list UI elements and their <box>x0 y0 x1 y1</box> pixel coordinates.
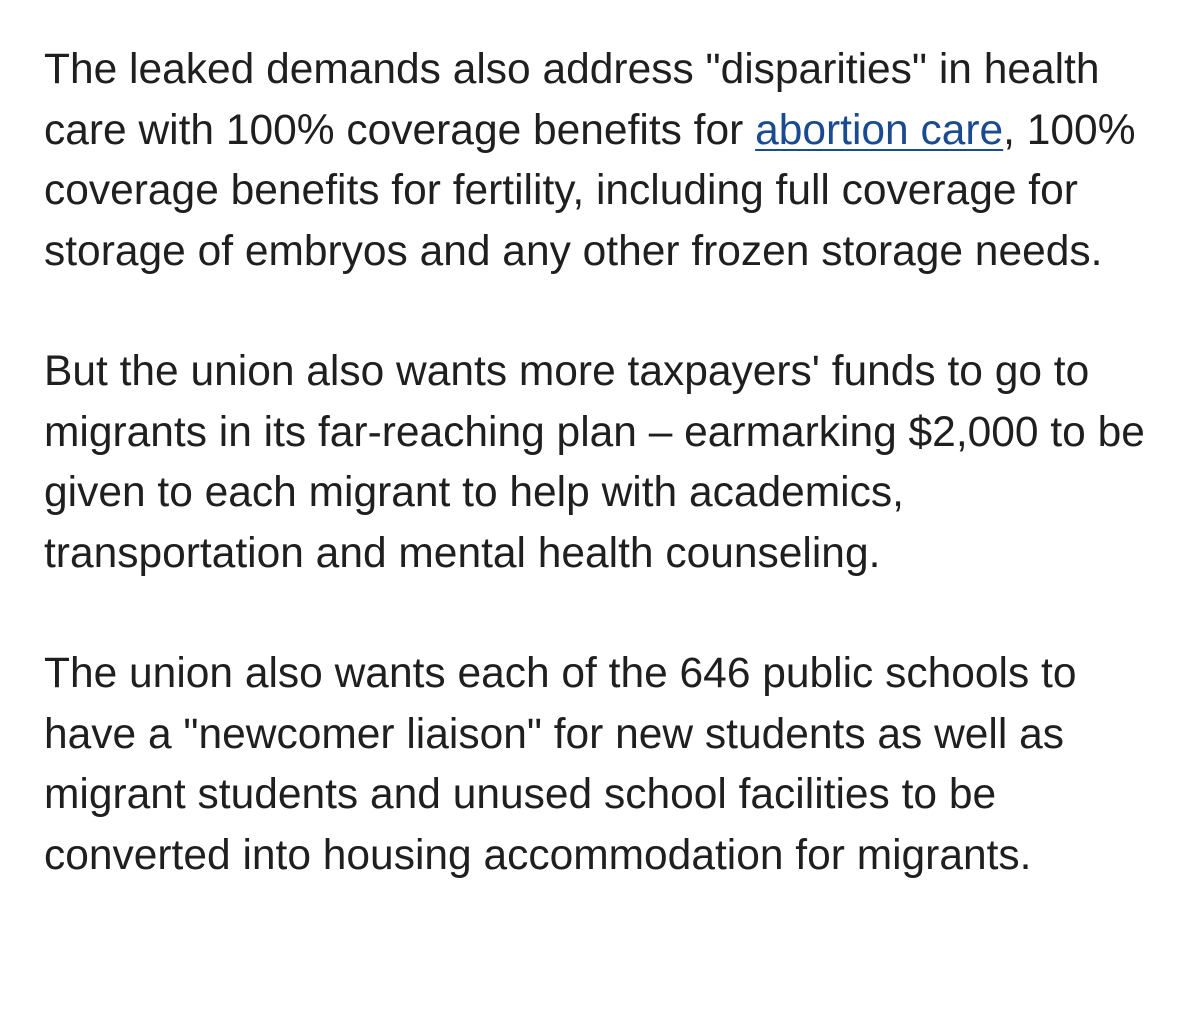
article-body <box>44 40 1174 886</box>
abortion-care-link[interactable]: abortion care <box>755 106 1004 154</box>
paragraph-migrant-funds: But the union also wants more taxpayers' funds to go to migrants in its far-reaching plan – earmarking $2,000 to be given to each migrant to help with academics, transportation and mental health counseling. <box>44 348 1145 577</box>
paragraph-text: , 100% coverage benefits for fertility, including full coverage for storage of embryos and any other frozen storage needs. <box>44 106 1136 275</box>
paragraph-newcomer-liaison: The union also wants each of the 646 public schools to have a "newcomer liaison" for new students as well as migrant students and unused school facilities to be converted into housing accommodation for migrants. <box>44 650 1077 879</box>
paragraph-disparities <box>44 40 1174 282</box>
paragraph-text: The leaked demands also address "disparities" in health care with 100% coverage benefits for <box>44 46 1100 154</box>
